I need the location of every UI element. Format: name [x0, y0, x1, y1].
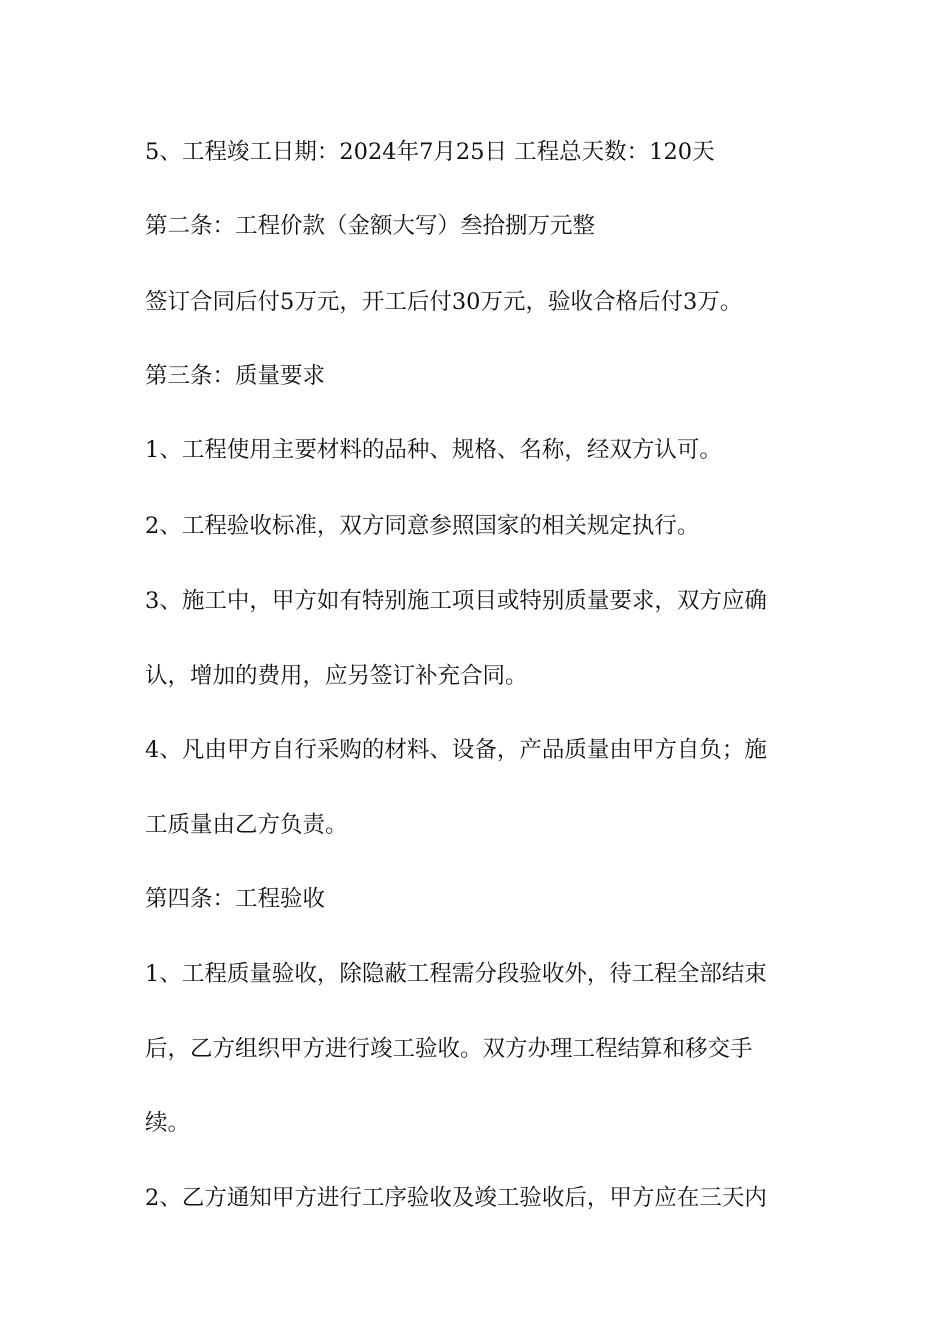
acceptance-clause-1-line-3: 续。: [145, 1110, 191, 1136]
acceptance-clause-1-line-1: 1、工程质量验收，除隐蔽工程需分段验收外，待工程全部结束: [145, 961, 767, 987]
quality-clause-1: 1、工程使用主要材料的品种、规格、名称，经双方认可。: [145, 437, 722, 463]
quality-clause-4-line-1: 4、凡由甲方自行采购的材料、设备，产品质量由甲方自负；施: [145, 737, 767, 763]
acceptance-clause-2-line-1: 2、乙方通知甲方进行工序验收及竣工验收后，甲方应在三天内: [145, 1185, 767, 1211]
payment-terms-line: 签订合同后付5万元，开工后付30万元，验收合格后付3万。: [145, 289, 743, 315]
quality-clause-4-line-2: 工质量由乙方负责。: [145, 812, 348, 838]
quality-clause-3-line-2: 认，增加的费用，应另签订补充合同。: [145, 663, 528, 689]
article-3-heading: 第三条：质量要求: [145, 363, 326, 389]
quality-clause-3-line-1: 3、施工中，甲方如有特别施工项目或特别质量要求，双方应确: [145, 588, 767, 614]
quality-clause-2: 2、工程验收标准，双方同意参照国家的相关规定执行。: [145, 513, 700, 539]
completion-date-line: 5、工程竣工日期：2024年7月25日 工程总天数：120天: [145, 139, 715, 165]
acceptance-clause-1-line-2: 后，乙方组织甲方进行竣工验收。双方办理工程结算和移交手: [145, 1036, 753, 1062]
article-4-heading: 第四条：工程验收: [145, 886, 326, 912]
article-2-heading: 第二条：工程价款（金额大写）叁拾捌万元整: [145, 213, 596, 239]
